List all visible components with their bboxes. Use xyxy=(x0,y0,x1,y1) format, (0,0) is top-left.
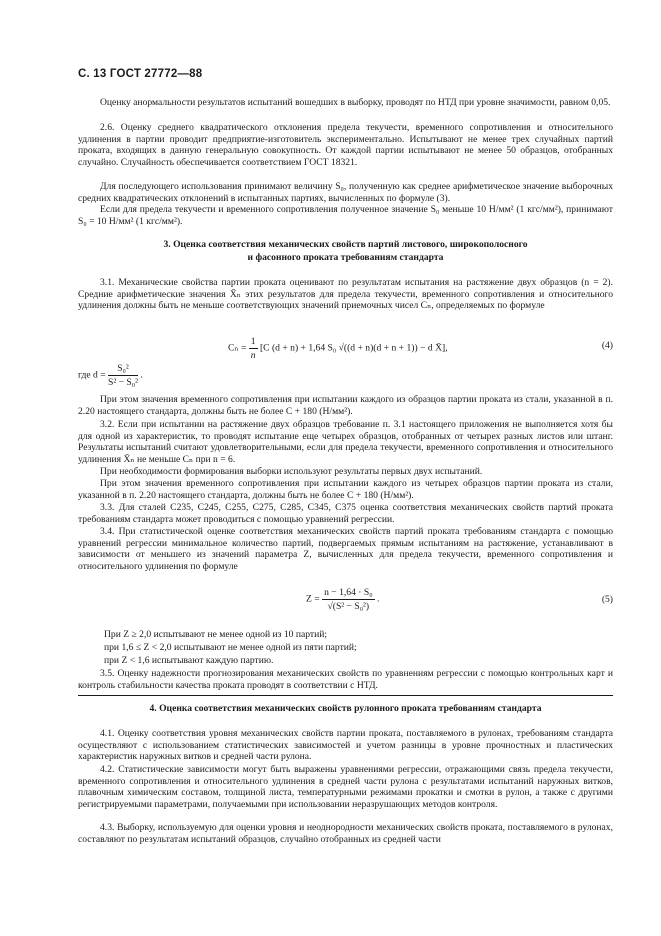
formula-5-number: (5) xyxy=(601,594,613,605)
paragraph-4-1: 4.1. Оценку соответствия уровня механических свойств партии проката, поставляемого в рулонах, требованиям стандарта осуществляют с использованием статистических зависимостей и учетом разницы в уровне прочностных и пластических характеристик наружных витков и средней части рулона. xyxy=(78,728,613,763)
section-3-title-line-2: и фасонного проката требованиям стандарта xyxy=(247,252,444,263)
paragraph-3-3: 3.3. Для сталей С235, С245, С255, С275, С285, С345, С375 оценка соответствия механических свойств партий проката требованиям стандарта может проводиться с помощью уравнений регрессии. xyxy=(78,502,613,525)
section-3-title-line-1: 3. Оценка соответствия механических свойств партий листового, широкополосного xyxy=(163,239,528,250)
where-d xyxy=(78,363,613,391)
formula-4-rhs: [C (d + n) + 1,64 S₀ √((d + n)(d + n + 1)) − d X̄], xyxy=(259,342,448,354)
where-d-prefix: где d = xyxy=(78,369,108,381)
paragraph: Оценку анормальности результатов испытаний вошедших в выборку, проводят по НТД при уровне значимости, равном 0,05. xyxy=(100,97,611,108)
paragraph-3-4: 3.4. При статистической оценке соответствия механических свойств партий проката требованиям стандарта с помощью уравнений регрессии минимальное количество партий, подвергаемых прямым испытаниям на растяжение, устанавливают в зависимости от меньшего из значений параметра Z, вычисленных для предела текучести, временного сопротивления и относительного удлинения по формуле xyxy=(78,526,613,572)
paragraph: Для последующего использования принимают величину S₀, полученную как среднее арифметическое значение выборочных средних квадратических отклонений в испытанных партиях, вычисленных по формуле (3). xyxy=(78,181,613,204)
formula-5 xyxy=(78,587,613,617)
paragraph: При этом значения временного сопротивления при испытании каждого из образцов партии проката из стали, указанной в п. 2.20 настоящего стандарта, должны быть не более C + 180 (Н/мм²). xyxy=(78,394,613,417)
paragraph-3-5: 3.5. Оценку надежности прогнозирования механических свойств по уравнениям регрессии с помощью контрольных карт и контроль стабильности качества проката проводят в соответствии с НТД. xyxy=(78,668,613,691)
paragraph-3-2: 3.2. Если при испытании на растяжение двух образцов требование п. 3.1 настоящего приложения не выполняется хотя бы для одной из характеристик, то проводят испытание еще четырех образцов, отобранных от четырех разных листов или штанг. Результаты испытаний считают удовлетворительными, если для предела текучести, временного сопротивления и относительного удлинения X̄ₙ не меньше Cₙ при n = 6. xyxy=(78,419,613,465)
page-header: С. 13 ГОСТ 27772—88 xyxy=(78,68,203,80)
where-d-suffix: . xyxy=(140,369,143,381)
section-4-title: 4. Оценка соответствия механических свойств рулонного проката требованиям стандарта xyxy=(149,703,542,714)
paragraph-4-3: 4.3. Выборку, используемую для оценки уровня и неоднородности механических свойств проката, поставляемого в рулонах, составляют по результатам испытаний образцов, случайно отобранных из средней части xyxy=(78,822,613,845)
where-d-num: S₀² xyxy=(108,363,138,376)
paragraph-4-2: 4.2. Статистические зависимости могут быть выражены уравнениями регрессии, отражающими связь предела текучести, временного сопротивления и относительного удлинения в средней части рулона с результатами испытаний наружных витков, плавочным химическим составом, толщиной листа, температурными режимами прокатки и смотки в рулон, а также с другими регистрируемыми параметрами, получаемыми при использовании неразрушающих методов контроля. xyxy=(78,764,613,810)
condition-item: при Z < 1,6 испытывают каждую партию. xyxy=(104,655,274,666)
formula-5-num: n − 1,64 · S₀ xyxy=(324,587,373,598)
formula-5-lhs: Z = xyxy=(306,593,323,605)
condition-item: при 1,6 ≤ Z < 2,0 испытывают не менее одной из пяти партий; xyxy=(104,642,357,653)
section-divider xyxy=(78,695,613,696)
formula-5-den: √(S² − S₀²) xyxy=(327,601,370,612)
paragraph: Если для предела текучести и временного сопротивления полученное значение S₀ меньше 10 Н/мм² (1 кгс/мм²), принимают S₀ = 10 Н/мм² (1 кгс/мм²). xyxy=(78,204,613,227)
formula-5-suffix: . xyxy=(376,593,380,605)
formula-4-frac-num: 1 xyxy=(250,336,256,347)
paragraph-2-6: 2.6. Оценку среднего квадратического отклонения предела текучести, временного сопротивления и относительного удлинения в партии проводит предприятие-изготовитель экспериментально. Испытывают не менее трех случайных партий проката, входящих в данную генеральную совокупность. От каждой партии испытывают не менее 50 образцов, отобранных случайно. Случайность обеспечивается соответствием ГОСТ 18321. xyxy=(78,122,613,168)
formula-4 xyxy=(78,336,613,360)
paragraph-3-1: 3.1. Механические свойства партии проката оценивают по результатам испытания на растяжение двух образцов (n = 2). Средние арифметические значения X̄ₙ этих результатов для предела текучести, временного сопротивления и относительного удлинения должны быть не меньше соответствующих значений приемочных чисел Cₙ, определяемых по формуле xyxy=(78,277,613,312)
formula-4-lhs: Cₙ = xyxy=(228,342,249,354)
formula-4-frac-den: n xyxy=(250,350,256,361)
paragraph: При необходимости формирования выборки используют результаты первых двух испытаний. xyxy=(100,466,483,477)
paragraph: При этом значения временного сопротивления при испытании каждого из четырех образцов партии проката из стали, указанной в п. 2.20 настоящего стандарта, должны быть не более C + 180 (Н/мм²). xyxy=(78,478,613,501)
where-d-den: S² − S₀² xyxy=(108,377,138,388)
formula-4-number: (4) xyxy=(601,340,613,351)
condition-item: При Z ≥ 2,0 испытывают не менее одной из 10 партий; xyxy=(104,629,328,640)
